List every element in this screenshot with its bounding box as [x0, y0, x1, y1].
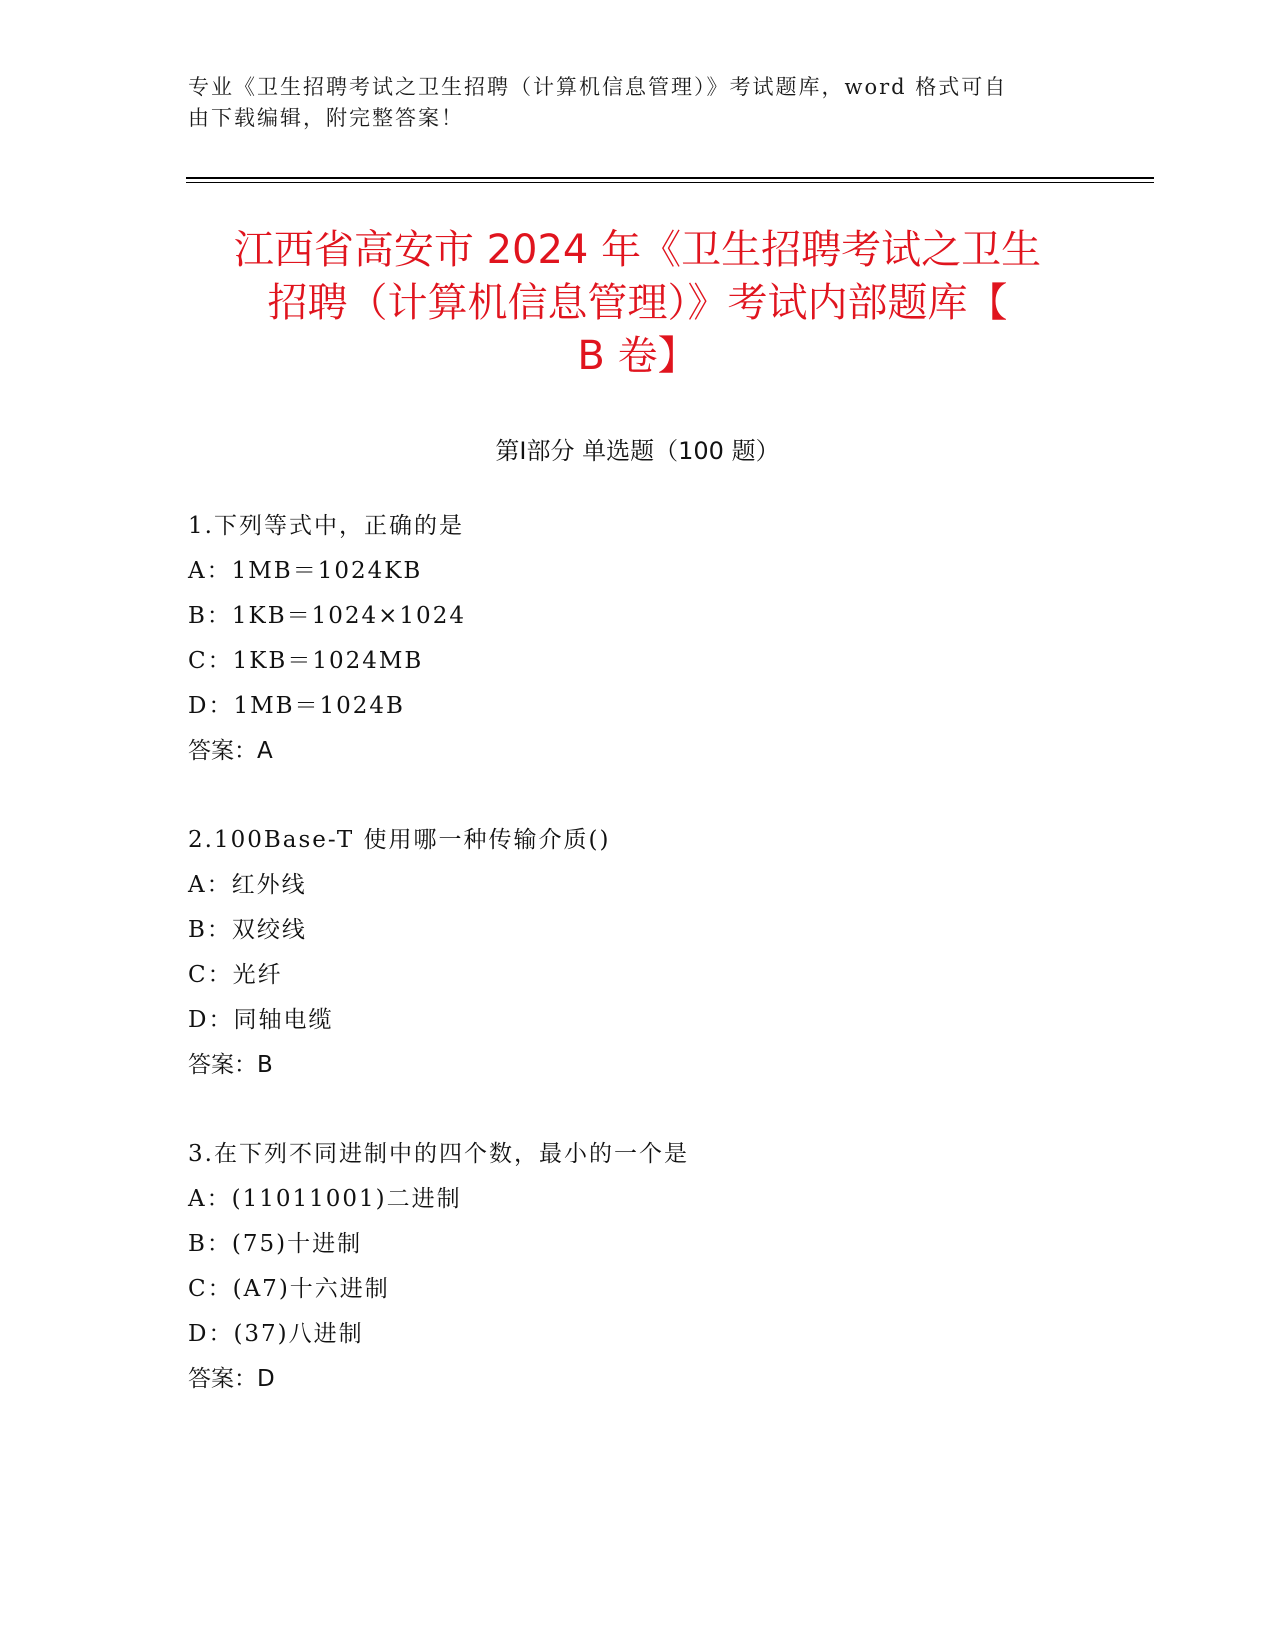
option-a: A：1MB＝1024KB: [188, 558, 423, 584]
section-title: 第Ⅰ部分 单选题（100 题）: [495, 437, 780, 465]
option-a: A：红外线: [188, 872, 307, 898]
answer-line: 答案：B: [188, 1052, 273, 1078]
question-stem: 1.下列等式中，正确的是: [188, 513, 464, 539]
question-3: [188, 1132, 1088, 1402]
header-divider-thick: [186, 177, 1154, 179]
option-d: D：同轴电缆: [188, 1007, 334, 1033]
answer-line: 答案：D: [188, 1366, 275, 1392]
document-title-line-3: B 卷】: [577, 333, 698, 379]
document-title-line-2: 招聘（计算机信息管理）》考试内部题库【: [267, 280, 1008, 326]
option-a: A：(11011001)二进制: [188, 1186, 462, 1212]
option-b: B：1KB＝1024×1024: [188, 603, 466, 629]
document-title: [180, 224, 1095, 383]
option-b: B：双绞线: [188, 917, 307, 943]
header-note-line-1: 专业《卫生招聘考试之卫生招聘（计算机信息管理）》考试题库，word 格式可自: [188, 75, 1008, 99]
option-d: D：(37)八进制: [188, 1321, 364, 1347]
option-d: D：1MB＝1024B: [188, 693, 405, 719]
question-2: [188, 818, 1088, 1088]
question-1: [188, 504, 1088, 774]
option-c: C：1KB＝1024MB: [188, 648, 424, 674]
question-stem: 2.100Base-T 使用哪一种传输介质(): [188, 827, 611, 853]
option-c: C：光纤: [188, 962, 283, 988]
header-divider-thin: [186, 182, 1154, 183]
document-title-line-1: 江西省高安市 2024 年《卫生招聘考试之卫生: [233, 227, 1042, 273]
answer-line: 答案：A: [188, 738, 273, 764]
option-b: B：(75)十进制: [188, 1231, 363, 1257]
question-stem: 3.在下列不同进制中的四个数，最小的一个是: [188, 1141, 689, 1167]
option-c: C：(A7)十六进制: [188, 1276, 390, 1302]
header-note: [188, 72, 1088, 134]
header-note-line-2: 由下载编辑，附完整答案！: [188, 106, 464, 130]
